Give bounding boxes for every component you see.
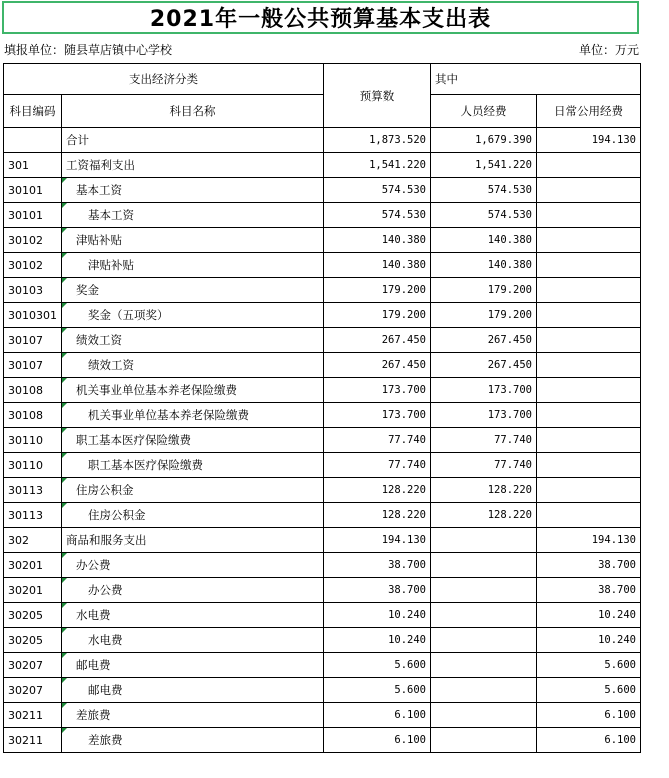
- cell-personnel: [431, 728, 537, 753]
- cell-public: [537, 253, 641, 278]
- cell-personnel: 173.700: [431, 403, 537, 428]
- cell-budget: 5.600: [324, 678, 431, 703]
- table-row: [4, 353, 641, 378]
- cell-personnel: 128.220: [431, 478, 537, 503]
- table-row: [4, 428, 641, 453]
- cell-public: [537, 178, 641, 203]
- cell-budget: 179.200: [324, 278, 431, 303]
- cell-code: 30101: [4, 203, 62, 228]
- cell-personnel: [431, 553, 537, 578]
- cell-name: 机关事业单位基本养老保险缴费: [62, 378, 324, 403]
- cell-public: [537, 503, 641, 528]
- cell-budget: 5.600: [324, 653, 431, 678]
- cell-public: 10.240: [537, 628, 641, 653]
- table-row: [4, 253, 641, 278]
- table-row: [4, 403, 641, 428]
- cell-public: [537, 428, 641, 453]
- cell-name: 合计: [62, 128, 324, 153]
- cell-personnel: 574.530: [431, 178, 537, 203]
- cell-code: 30205: [4, 628, 62, 653]
- cell-personnel: 1,679.390: [431, 128, 537, 153]
- cell-public: 38.700: [537, 578, 641, 603]
- cell-name: 奖金（五项奖）: [62, 303, 324, 328]
- table-row: [4, 378, 641, 403]
- cell-budget: 38.700: [324, 553, 431, 578]
- header-category: 支出经济分类: [4, 64, 324, 95]
- cell-public: 38.700: [537, 553, 641, 578]
- cell-personnel: 179.200: [431, 278, 537, 303]
- cell-budget: 1,541.220: [324, 153, 431, 178]
- cell-budget: 179.200: [324, 303, 431, 328]
- table-row: [4, 653, 641, 678]
- table-row: [4, 228, 641, 253]
- cell-personnel: [431, 678, 537, 703]
- table-row: [4, 203, 641, 228]
- table-row: [4, 578, 641, 603]
- cell-code: 30107: [4, 328, 62, 353]
- cell-public: [537, 303, 641, 328]
- cell-public: [537, 228, 641, 253]
- cell-personnel: 77.740: [431, 453, 537, 478]
- cell-name: 绩效工资: [62, 328, 324, 353]
- cell-name: 基本工资: [62, 203, 324, 228]
- table-row: [4, 328, 641, 353]
- cell-code: 30108: [4, 378, 62, 403]
- cell-code: 30113: [4, 503, 62, 528]
- cell-name: 差旅费: [62, 703, 324, 728]
- cell-personnel: [431, 578, 537, 603]
- header-among: 其中: [431, 64, 641, 95]
- cell-budget: 267.450: [324, 353, 431, 378]
- cell-budget: 38.700: [324, 578, 431, 603]
- cell-code: 30207: [4, 653, 62, 678]
- cell-code: 30101: [4, 178, 62, 203]
- table-row: [4, 703, 641, 728]
- cell-code: 301: [4, 153, 62, 178]
- table-row: [4, 728, 641, 753]
- cell-budget: 128.220: [324, 478, 431, 503]
- page-title: 2021年一般公共预算基本支出表: [2, 1, 639, 34]
- cell-code: 30205: [4, 603, 62, 628]
- cell-name: 津贴补贴: [62, 228, 324, 253]
- cell-name: 住房公积金: [62, 478, 324, 503]
- cell-personnel: 128.220: [431, 503, 537, 528]
- table-row: [4, 603, 641, 628]
- table-row: [4, 478, 641, 503]
- cell-personnel: [431, 703, 537, 728]
- cell-code: 30211: [4, 703, 62, 728]
- cell-budget: 574.530: [324, 203, 431, 228]
- header-budget: 预算数: [324, 64, 431, 128]
- cell-code: [4, 128, 62, 153]
- table-row: [4, 153, 641, 178]
- header-code: 科目编码: [4, 95, 62, 128]
- cell-budget: 173.700: [324, 378, 431, 403]
- cell-name: 基本工资: [62, 178, 324, 203]
- cell-personnel: 140.380: [431, 253, 537, 278]
- cell-public: [537, 203, 641, 228]
- cell-name: 差旅费: [62, 728, 324, 753]
- cell-public: [537, 153, 641, 178]
- budget-table: [3, 63, 641, 753]
- table-row: [4, 303, 641, 328]
- cell-name: 邮电费: [62, 653, 324, 678]
- header-public: 日常公用经费: [537, 95, 641, 128]
- cell-name: 机关事业单位基本养老保险缴费: [62, 403, 324, 428]
- table-row: [4, 503, 641, 528]
- info-row: [4, 39, 639, 59]
- cell-budget: 140.380: [324, 253, 431, 278]
- cell-code: 30103: [4, 278, 62, 303]
- cell-name: 职工基本医疗保险缴费: [62, 453, 324, 478]
- cell-public: [537, 328, 641, 353]
- cell-public: [537, 403, 641, 428]
- table-row: [4, 178, 641, 203]
- cell-name: 住房公积金: [62, 503, 324, 528]
- table-row: [4, 453, 641, 478]
- cell-personnel: 173.700: [431, 378, 537, 403]
- cell-code: 3010301: [4, 303, 62, 328]
- cell-name: 职工基本医疗保险缴费: [62, 428, 324, 453]
- cell-code: 30108: [4, 403, 62, 428]
- cell-code: 30207: [4, 678, 62, 703]
- table-row: [4, 678, 641, 703]
- cell-public: 10.240: [537, 603, 641, 628]
- currency-unit: 单位：万元: [578, 42, 639, 57]
- cell-personnel: 267.450: [431, 328, 537, 353]
- table-row: [4, 278, 641, 303]
- cell-name: 商品和服务支出: [62, 528, 324, 553]
- cell-personnel: [431, 528, 537, 553]
- cell-name: 工资福利支出: [62, 153, 324, 178]
- header-personnel: 人员经费: [431, 95, 537, 128]
- reporting-unit: 填报单位：随县草店镇中心学校: [4, 42, 173, 57]
- cell-budget: 267.450: [324, 328, 431, 353]
- cell-budget: 6.100: [324, 703, 431, 728]
- cell-code: 30107: [4, 353, 62, 378]
- header-name: 科目名称: [62, 95, 324, 128]
- cell-name: 办公费: [62, 578, 324, 603]
- table-row: [4, 553, 641, 578]
- cell-budget: 194.130: [324, 528, 431, 553]
- cell-budget: 574.530: [324, 178, 431, 203]
- header-row-2: [4, 95, 641, 128]
- cell-public: [537, 278, 641, 303]
- cell-budget: 1,873.520: [324, 128, 431, 153]
- cell-code: 30102: [4, 228, 62, 253]
- cell-code: 30211: [4, 728, 62, 753]
- cell-name: 绩效工资: [62, 353, 324, 378]
- table-row: [4, 128, 641, 153]
- cell-public: [537, 453, 641, 478]
- cell-personnel: [431, 603, 537, 628]
- cell-budget: 77.740: [324, 453, 431, 478]
- cell-personnel: 77.740: [431, 428, 537, 453]
- cell-public: 194.130: [537, 528, 641, 553]
- cell-budget: 173.700: [324, 403, 431, 428]
- cell-code: 30102: [4, 253, 62, 278]
- header-row-1: [4, 64, 641, 95]
- cell-public: 6.100: [537, 703, 641, 728]
- cell-code: 30110: [4, 428, 62, 453]
- cell-budget: 77.740: [324, 428, 431, 453]
- cell-code: 30201: [4, 578, 62, 603]
- cell-public: 5.600: [537, 653, 641, 678]
- cell-public: 194.130: [537, 128, 641, 153]
- cell-name: 邮电费: [62, 678, 324, 703]
- cell-public: 6.100: [537, 728, 641, 753]
- cell-personnel: [431, 628, 537, 653]
- cell-code: 30110: [4, 453, 62, 478]
- cell-name: 办公费: [62, 553, 324, 578]
- cell-code: 302: [4, 528, 62, 553]
- cell-name: 奖金: [62, 278, 324, 303]
- table-row: [4, 528, 641, 553]
- cell-public: [537, 353, 641, 378]
- cell-personnel: 140.380: [431, 228, 537, 253]
- cell-personnel: 179.200: [431, 303, 537, 328]
- cell-budget: 6.100: [324, 728, 431, 753]
- cell-public: [537, 378, 641, 403]
- cell-budget: 140.380: [324, 228, 431, 253]
- cell-name: 水电费: [62, 603, 324, 628]
- cell-personnel: [431, 653, 537, 678]
- cell-budget: 10.240: [324, 628, 431, 653]
- cell-personnel: 574.530: [431, 203, 537, 228]
- cell-name: 津贴补贴: [62, 253, 324, 278]
- table-row: [4, 628, 641, 653]
- cell-budget: 128.220: [324, 503, 431, 528]
- cell-budget: 10.240: [324, 603, 431, 628]
- cell-personnel: 1,541.220: [431, 153, 537, 178]
- cell-code: 30201: [4, 553, 62, 578]
- cell-personnel: 267.450: [431, 353, 537, 378]
- cell-public: 5.600: [537, 678, 641, 703]
- cell-code: 30113: [4, 478, 62, 503]
- cell-name: 水电费: [62, 628, 324, 653]
- cell-public: [537, 478, 641, 503]
